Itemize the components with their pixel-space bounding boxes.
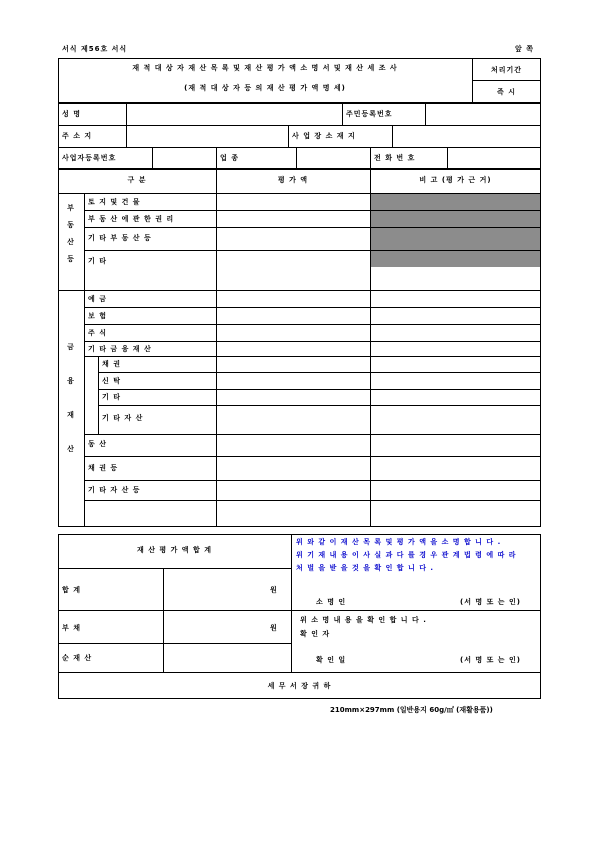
paper-spec: 210mm×297mm (일반용지 60g/㎡ (재활용품)): [330, 706, 493, 714]
confirm-date-label: 확 인 일: [316, 656, 347, 664]
confirmer-signature[interactable]: (서 명 또 는 인): [460, 656, 521, 664]
address-label: 주 소 지: [62, 132, 93, 140]
declaration-line-1: 위 와 같 이 재 산 목 록 및 평 가 액 을 소 명 합 니 다 .: [296, 538, 502, 546]
total-unit: 원: [270, 586, 278, 594]
row-other-assets-etc: 기 타 자 산 등: [88, 486, 141, 494]
row-other-2: 기 타: [102, 393, 121, 401]
page-side: 앞 쪽: [515, 45, 534, 53]
row-real-estate-rights: 부 동 산 에 관 한 권 리: [88, 215, 175, 223]
confirmer-label: 확 인 자: [300, 630, 331, 638]
phone-label: 전 화 번 호: [374, 154, 416, 162]
row-receivables: 채 권 등: [88, 464, 119, 472]
row-bonds: 채 권: [102, 360, 121, 368]
resident-number-label: 주민등록번호: [346, 110, 393, 118]
claimant-label: 소 명 인: [316, 598, 347, 606]
shade-row-2: [371, 211, 540, 227]
addressee: 세 무 서 장 귀 하: [267, 682, 332, 690]
processing-period-label: 처리기간: [490, 66, 523, 74]
total-field[interactable]: [165, 570, 265, 608]
declaration-line-2: 위 기 재 내 용 이 사 실 과 다 를 경 우 관 계 법 령 에 따 라: [296, 551, 517, 559]
net-assets-field[interactable]: [165, 645, 289, 670]
business-address-field[interactable]: [394, 127, 539, 145]
row-stocks: 주 식: [88, 329, 107, 337]
name-label: 성 명: [62, 110, 81, 118]
debt-field[interactable]: [165, 612, 265, 641]
total-label: 합 계: [62, 586, 81, 594]
business-type-label: 업 종: [220, 154, 239, 162]
business-reg-label: 사업자등록번호: [62, 154, 117, 162]
col-remarks: 비 고 (평 가 근 거): [419, 176, 492, 184]
row-other-real-estate: 기 타 부 동 산 등: [88, 234, 152, 242]
declaration-line-3: 처 벌 을 받 을 것 을 확 인 합 니 다 .: [296, 564, 435, 572]
business-address-label: 사 업 장 소 재 지: [292, 132, 356, 140]
processing-period-value: 즉 시: [497, 88, 516, 96]
row-insurance: 보 험: [88, 312, 107, 320]
form-subtitle: (재 적 대 상 자 등 의 재 산 평 가 액 명 세): [184, 84, 346, 92]
net-assets-label: 순 재 산: [62, 654, 93, 662]
row-trust: 신 탁: [102, 377, 121, 385]
col-category: 구 분: [127, 176, 147, 184]
name-field[interactable]: [128, 105, 340, 123]
row-other-1: 기 타: [88, 257, 107, 265]
row-movables: 동 산: [88, 440, 107, 448]
row-land-building: 토 지 및 건 물: [88, 198, 141, 206]
row-deposit: 예 금: [88, 295, 107, 303]
address-field[interactable]: [128, 127, 286, 145]
form-number: 서식 제56호 서식: [62, 45, 128, 53]
row-other-assets: 기 타 자 산: [102, 414, 144, 422]
claimant-signature[interactable]: (서 명 또 는 인): [460, 598, 521, 606]
group-financial: 금 융 재 산: [67, 343, 75, 453]
col-value: 평 가 액: [277, 176, 309, 184]
row-other-financial: 기 타 금 융 재 산: [88, 345, 152, 353]
total-title: 재 산 평 가 액 합 계: [137, 546, 212, 554]
resident-number-field[interactable]: [427, 105, 539, 123]
shade-row-3: [371, 228, 540, 250]
debt-unit: 원: [270, 624, 278, 632]
shade-row-4: [371, 251, 540, 267]
confirmation-text: 위 소 명 내 용 을 확 인 합 니 다 .: [300, 616, 427, 624]
shade-row-1: [371, 194, 540, 210]
group-real-estate: 부 동 산 등: [67, 204, 75, 263]
debt-label: 부 채: [62, 624, 81, 632]
form-title: 재 적 대 상 자 재 산 목 록 및 재 산 평 가 액 소 명 서 및 재 산 세 조 사: [132, 64, 398, 72]
